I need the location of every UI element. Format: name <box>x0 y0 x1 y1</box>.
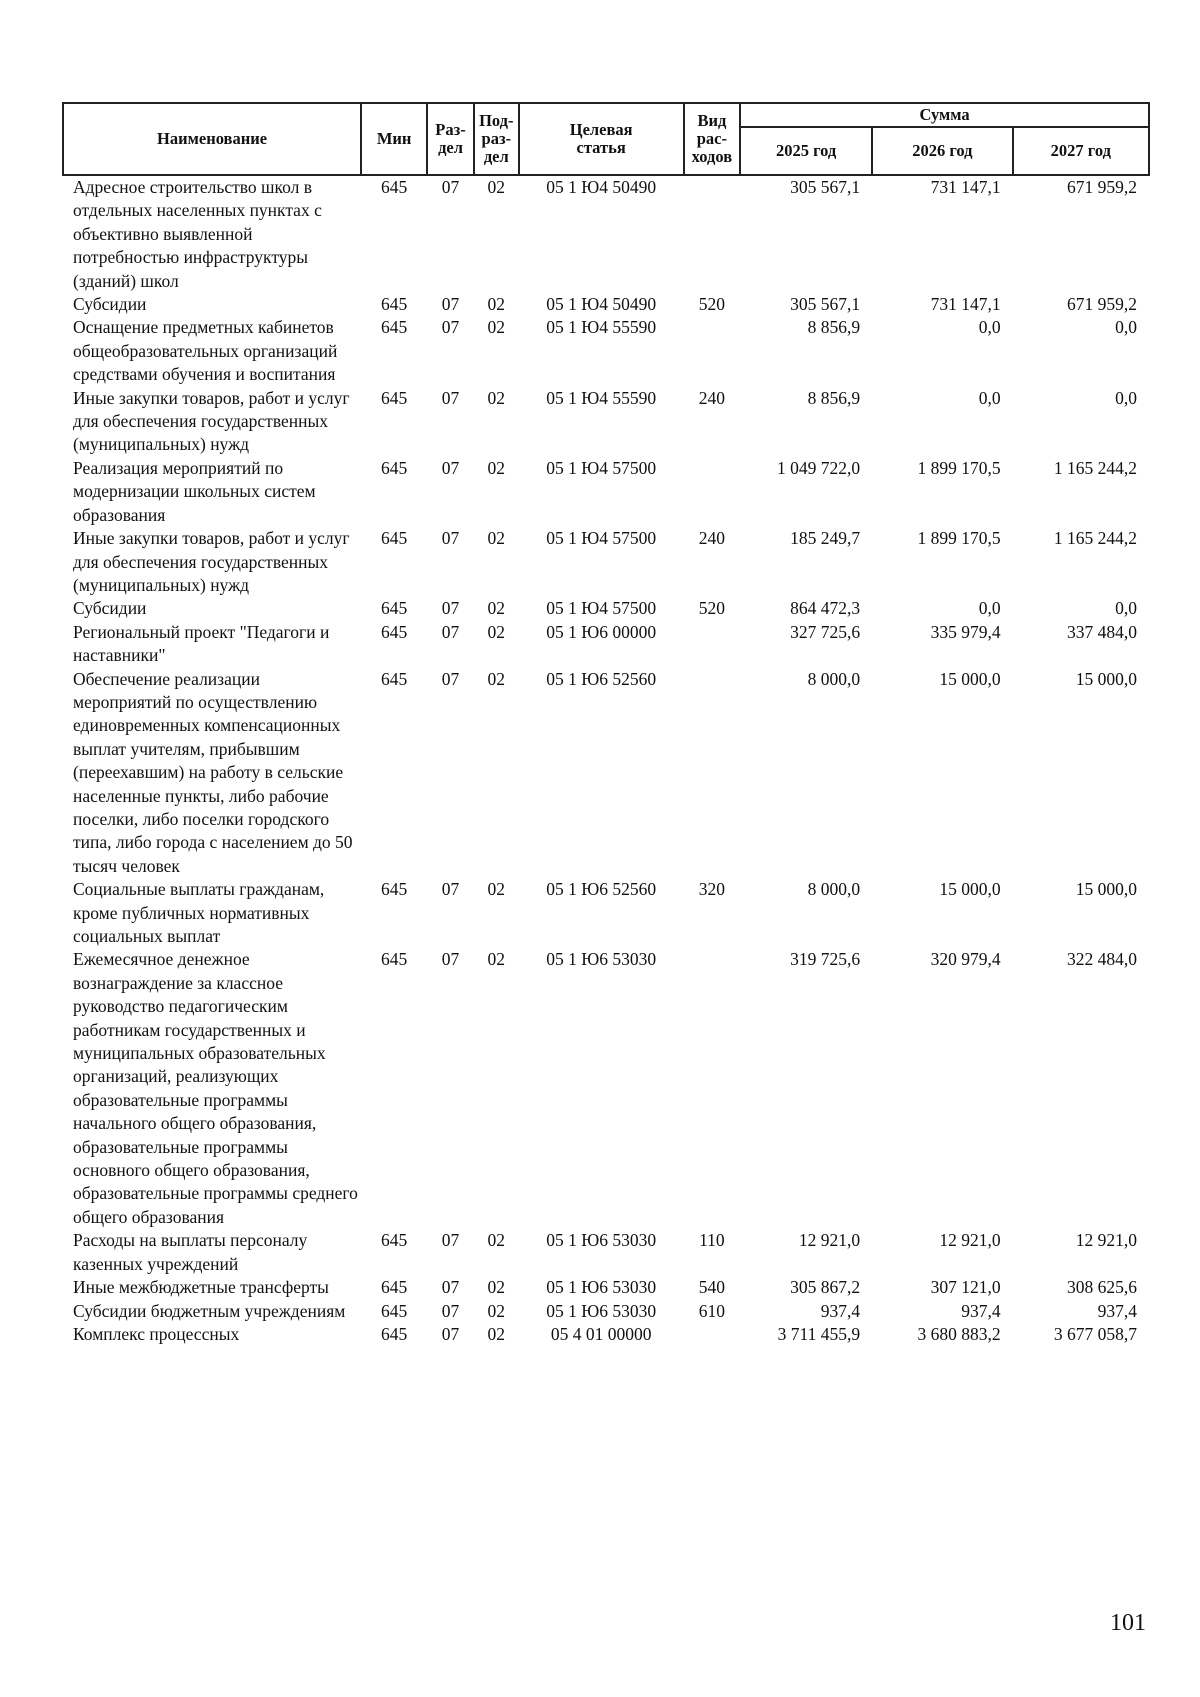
row-target: 05 1 Ю4 55590 <box>546 387 657 408</box>
row-value-2027: 1 165 244,2 <box>1053 457 1137 478</box>
row-name: Иные межбюджетные трансферты <box>73 1277 329 1298</box>
row-name: Субсидии <box>73 598 147 619</box>
row-value-2025: 185 249,7 <box>790 528 861 549</box>
row-razdel: 07 <box>441 668 460 689</box>
row-podrazdel: 02 <box>487 621 506 642</box>
header-name: Наименование <box>63 103 361 175</box>
row-razdel: 07 <box>441 598 460 619</box>
row-min: 645 <box>380 879 408 900</box>
header-razdel: Раз- дел <box>427 103 474 175</box>
row-min: 645 <box>380 528 408 549</box>
row-value-2025: 305 867,2 <box>790 1277 861 1298</box>
table-row <box>63 1229 1149 1276</box>
row-value-2025: 1 049 722,0 <box>776 457 861 478</box>
row-vid <box>684 948 740 1229</box>
row-razdel: 07 <box>441 294 460 315</box>
row-target: 05 1 Ю4 50490 <box>546 177 657 197</box>
header-sum: Сумма <box>740 103 1149 127</box>
row-podrazdel: 02 <box>487 317 506 338</box>
row-value-2025: 8 000,0 <box>807 879 861 900</box>
row-vid: 610 <box>698 1300 725 1321</box>
table-row <box>63 668 1149 879</box>
row-value-2025: 937,4 <box>820 1300 861 1321</box>
row-min: 645 <box>380 621 408 642</box>
table-row <box>63 1300 1149 1323</box>
row-vid <box>684 316 740 386</box>
row-min: 645 <box>380 387 408 408</box>
table-row <box>63 527 1149 597</box>
row-name: Оснащение предметных кабинетов общеобразовательных организаций средствами обучения и воспитания <box>73 317 338 385</box>
row-vid: 520 <box>698 294 725 315</box>
row-min: 645 <box>380 177 408 197</box>
row-target: 05 1 Ю6 52560 <box>546 879 657 900</box>
budget-table <box>62 102 1150 1346</box>
row-podrazdel: 02 <box>487 528 506 549</box>
row-value-2027: 937,4 <box>1097 1300 1137 1321</box>
row-value-2026: 320 979,4 <box>930 949 1001 970</box>
table-row <box>63 1276 1149 1299</box>
row-podrazdel: 02 <box>487 1277 506 1298</box>
row-podrazdel: 02 <box>487 294 506 315</box>
row-min: 645 <box>380 1230 408 1251</box>
row-name: Социальные выплаты гражданам, кроме публичных нормативных социальных выплат <box>73 879 325 946</box>
row-value-2025: 12 921,0 <box>798 1230 861 1251</box>
row-value-2025: 864 472,3 <box>790 598 861 619</box>
header-podrazdel: Под- раз- дел <box>474 103 519 175</box>
row-razdel: 07 <box>441 1323 460 1344</box>
row-value-2026: 0,0 <box>978 387 1001 408</box>
row-name: Иные закупки товаров, работ и услуг для обеспечения государственных (муниципальных) нужд <box>73 528 350 595</box>
row-value-2026: 731 147,1 <box>930 177 1001 197</box>
row-value-2025: 8 856,9 <box>807 387 861 408</box>
row-podrazdel: 02 <box>487 1230 506 1251</box>
row-vid: 320 <box>698 879 725 900</box>
row-value-2025: 319 725,6 <box>790 949 861 970</box>
row-target: 05 1 Ю6 52560 <box>546 668 657 689</box>
row-target: 05 1 Ю6 53030 <box>546 949 657 970</box>
row-vid: 240 <box>698 387 725 408</box>
table-row <box>63 316 1149 386</box>
row-podrazdel: 02 <box>487 668 506 689</box>
table-row <box>63 387 1149 457</box>
row-value-2026: 307 121,0 <box>930 1277 1001 1298</box>
row-value-2026: 335 979,4 <box>930 621 1001 642</box>
header-year-2025: 2025 год <box>740 127 872 175</box>
row-min: 645 <box>380 1323 408 1344</box>
row-name: Комплекс процессных <box>73 1323 240 1344</box>
row-value-2026: 731 147,1 <box>930 294 1001 315</box>
row-min: 645 <box>380 598 408 619</box>
row-name: Субсидии <box>73 294 147 315</box>
row-target: 05 1 Ю4 57500 <box>546 528 657 549</box>
table-row <box>63 948 1149 1229</box>
row-razdel: 07 <box>441 621 460 642</box>
header-year-2026: 2026 год <box>872 127 1013 175</box>
row-podrazdel: 02 <box>487 879 506 900</box>
row-target: 05 1 Ю6 53030 <box>546 1300 657 1321</box>
row-value-2026: 937,4 <box>961 1300 1001 1321</box>
row-value-2027: 0,0 <box>1115 387 1137 408</box>
row-name: Иные закупки товаров, работ и услуг для обеспечения государственных (муниципальных) нужд <box>73 387 350 455</box>
row-target: 05 1 Ю6 53030 <box>546 1277 657 1298</box>
row-value-2027: 12 921,0 <box>1075 1230 1137 1251</box>
row-podrazdel: 02 <box>487 598 506 619</box>
row-value-2027: 15 000,0 <box>1075 668 1137 689</box>
row-value-2027: 0,0 <box>1115 317 1137 338</box>
row-name: Субсидии бюджетным учреждениям <box>73 1300 346 1321</box>
table-body <box>63 175 1149 1346</box>
row-name: Региональный проект "Педагоги и наставники" <box>73 621 330 666</box>
row-value-2027: 308 625,6 <box>1067 1277 1137 1298</box>
row-vid: 240 <box>698 528 725 549</box>
row-min: 645 <box>380 949 408 970</box>
row-target: 05 1 Ю4 50490 <box>546 294 657 315</box>
row-razdel: 07 <box>441 317 460 338</box>
row-razdel: 07 <box>441 949 460 970</box>
row-value-2026: 1 899 170,5 <box>917 457 1001 478</box>
row-name: Адресное строительство школ в отдельных населенных пунктах с объективно выявленной потребностью инфраструктуры (зданий) школ <box>73 177 322 291</box>
row-vid <box>684 668 740 879</box>
row-min: 645 <box>380 317 408 338</box>
row-min: 645 <box>380 294 408 315</box>
row-razdel: 07 <box>441 1300 460 1321</box>
row-value-2026: 1 899 170,5 <box>917 528 1001 549</box>
row-vid <box>684 621 740 668</box>
row-vid <box>684 1323 740 1346</box>
row-value-2027: 1 165 244,2 <box>1053 528 1137 549</box>
row-razdel: 07 <box>441 387 460 408</box>
row-value-2026: 3 680 883,2 <box>917 1323 1001 1344</box>
row-min: 645 <box>380 1300 408 1321</box>
header-min: Мин <box>361 103 427 175</box>
row-value-2025: 8 000,0 <box>807 668 861 689</box>
row-podrazdel: 02 <box>487 1300 506 1321</box>
row-value-2025: 305 567,1 <box>790 294 861 315</box>
table-row <box>63 175 1149 293</box>
row-vid: 520 <box>698 598 725 619</box>
table-row <box>63 597 1149 620</box>
row-value-2027: 0,0 <box>1115 598 1137 619</box>
row-value-2027: 337 484,0 <box>1067 621 1137 642</box>
row-value-2027: 671 959,2 <box>1067 177 1137 197</box>
row-value-2027: 322 484,0 <box>1067 949 1137 970</box>
row-razdel: 07 <box>441 457 460 478</box>
row-value-2026: 15 000,0 <box>939 879 1001 900</box>
row-vid <box>684 175 740 293</box>
table-row <box>63 457 1149 527</box>
row-value-2027: 671 959,2 <box>1067 294 1137 315</box>
row-vid <box>684 457 740 527</box>
row-value-2027: 15 000,0 <box>1075 879 1137 900</box>
row-podrazdel: 02 <box>487 177 506 197</box>
row-target: 05 1 Ю4 57500 <box>546 598 657 619</box>
row-value-2025: 327 725,6 <box>790 621 861 642</box>
row-min: 645 <box>380 457 408 478</box>
row-target: 05 1 Ю6 00000 <box>546 621 657 642</box>
row-podrazdel: 02 <box>487 1323 506 1344</box>
row-podrazdel: 02 <box>487 457 506 478</box>
row-name: Ежемесячное денежное вознаграждение за классное руководство педагогическим работникам государственных и муниципальных образовательных организаций, реализующих образовательные программы начального общего образования, образовательные программы основного общего образования, образовательные программы среднего общего образования <box>73 949 358 1227</box>
row-value-2026: 12 921,0 <box>939 1230 1001 1251</box>
row-value-2025: 8 856,9 <box>807 317 861 338</box>
header-year-2027: 2027 год <box>1013 127 1149 175</box>
row-min: 645 <box>380 668 408 689</box>
row-razdel: 07 <box>441 1277 460 1298</box>
table-row <box>63 1323 1149 1346</box>
row-podrazdel: 02 <box>487 949 506 970</box>
row-name: Реализация мероприятий по модернизации школьных систем образования <box>73 457 316 525</box>
table-row <box>63 878 1149 948</box>
row-min: 645 <box>380 1277 408 1298</box>
row-razdel: 07 <box>441 528 460 549</box>
row-razdel: 07 <box>441 177 460 197</box>
row-target: 05 1 Ю6 53030 <box>546 1230 657 1251</box>
row-value-2026: 15 000,0 <box>939 668 1001 689</box>
header-vid: Вид рас- ходов <box>684 103 740 175</box>
row-value-2027: 3 677 058,7 <box>1053 1323 1137 1344</box>
row-target: 05 1 Ю4 55590 <box>546 317 657 338</box>
table-row <box>63 621 1149 668</box>
row-razdel: 07 <box>441 879 460 900</box>
row-name: Обеспечение реализации мероприятий по осуществлению единовременных компенсационных выплат учителям, прибывшим (переехавшим) на работу в сельские населенные пункты, либо рабочие поселки, либо поселки городского типа, либо города с населением до 50 тысяч человек <box>73 668 353 876</box>
row-podrazdel: 02 <box>487 387 506 408</box>
table-header <box>63 103 1149 175</box>
row-value-2026: 0,0 <box>978 317 1001 338</box>
header-target: Целевая статья <box>519 103 684 175</box>
table-row <box>63 293 1149 316</box>
row-target: 05 1 Ю4 57500 <box>546 457 657 478</box>
row-vid: 540 <box>698 1277 725 1298</box>
row-vid: 110 <box>699 1230 725 1251</box>
row-razdel: 07 <box>441 1230 460 1251</box>
row-value-2026: 0,0 <box>978 598 1001 619</box>
row-value-2025: 305 567,1 <box>790 177 861 197</box>
row-name: Расходы на выплаты персоналу казенных учреждений <box>73 1230 308 1274</box>
row-target: 05 4 01 00000 <box>550 1323 652 1344</box>
row-value-2025: 3 711 455,9 <box>777 1323 861 1344</box>
page-number: 101 <box>1110 1610 1146 1636</box>
